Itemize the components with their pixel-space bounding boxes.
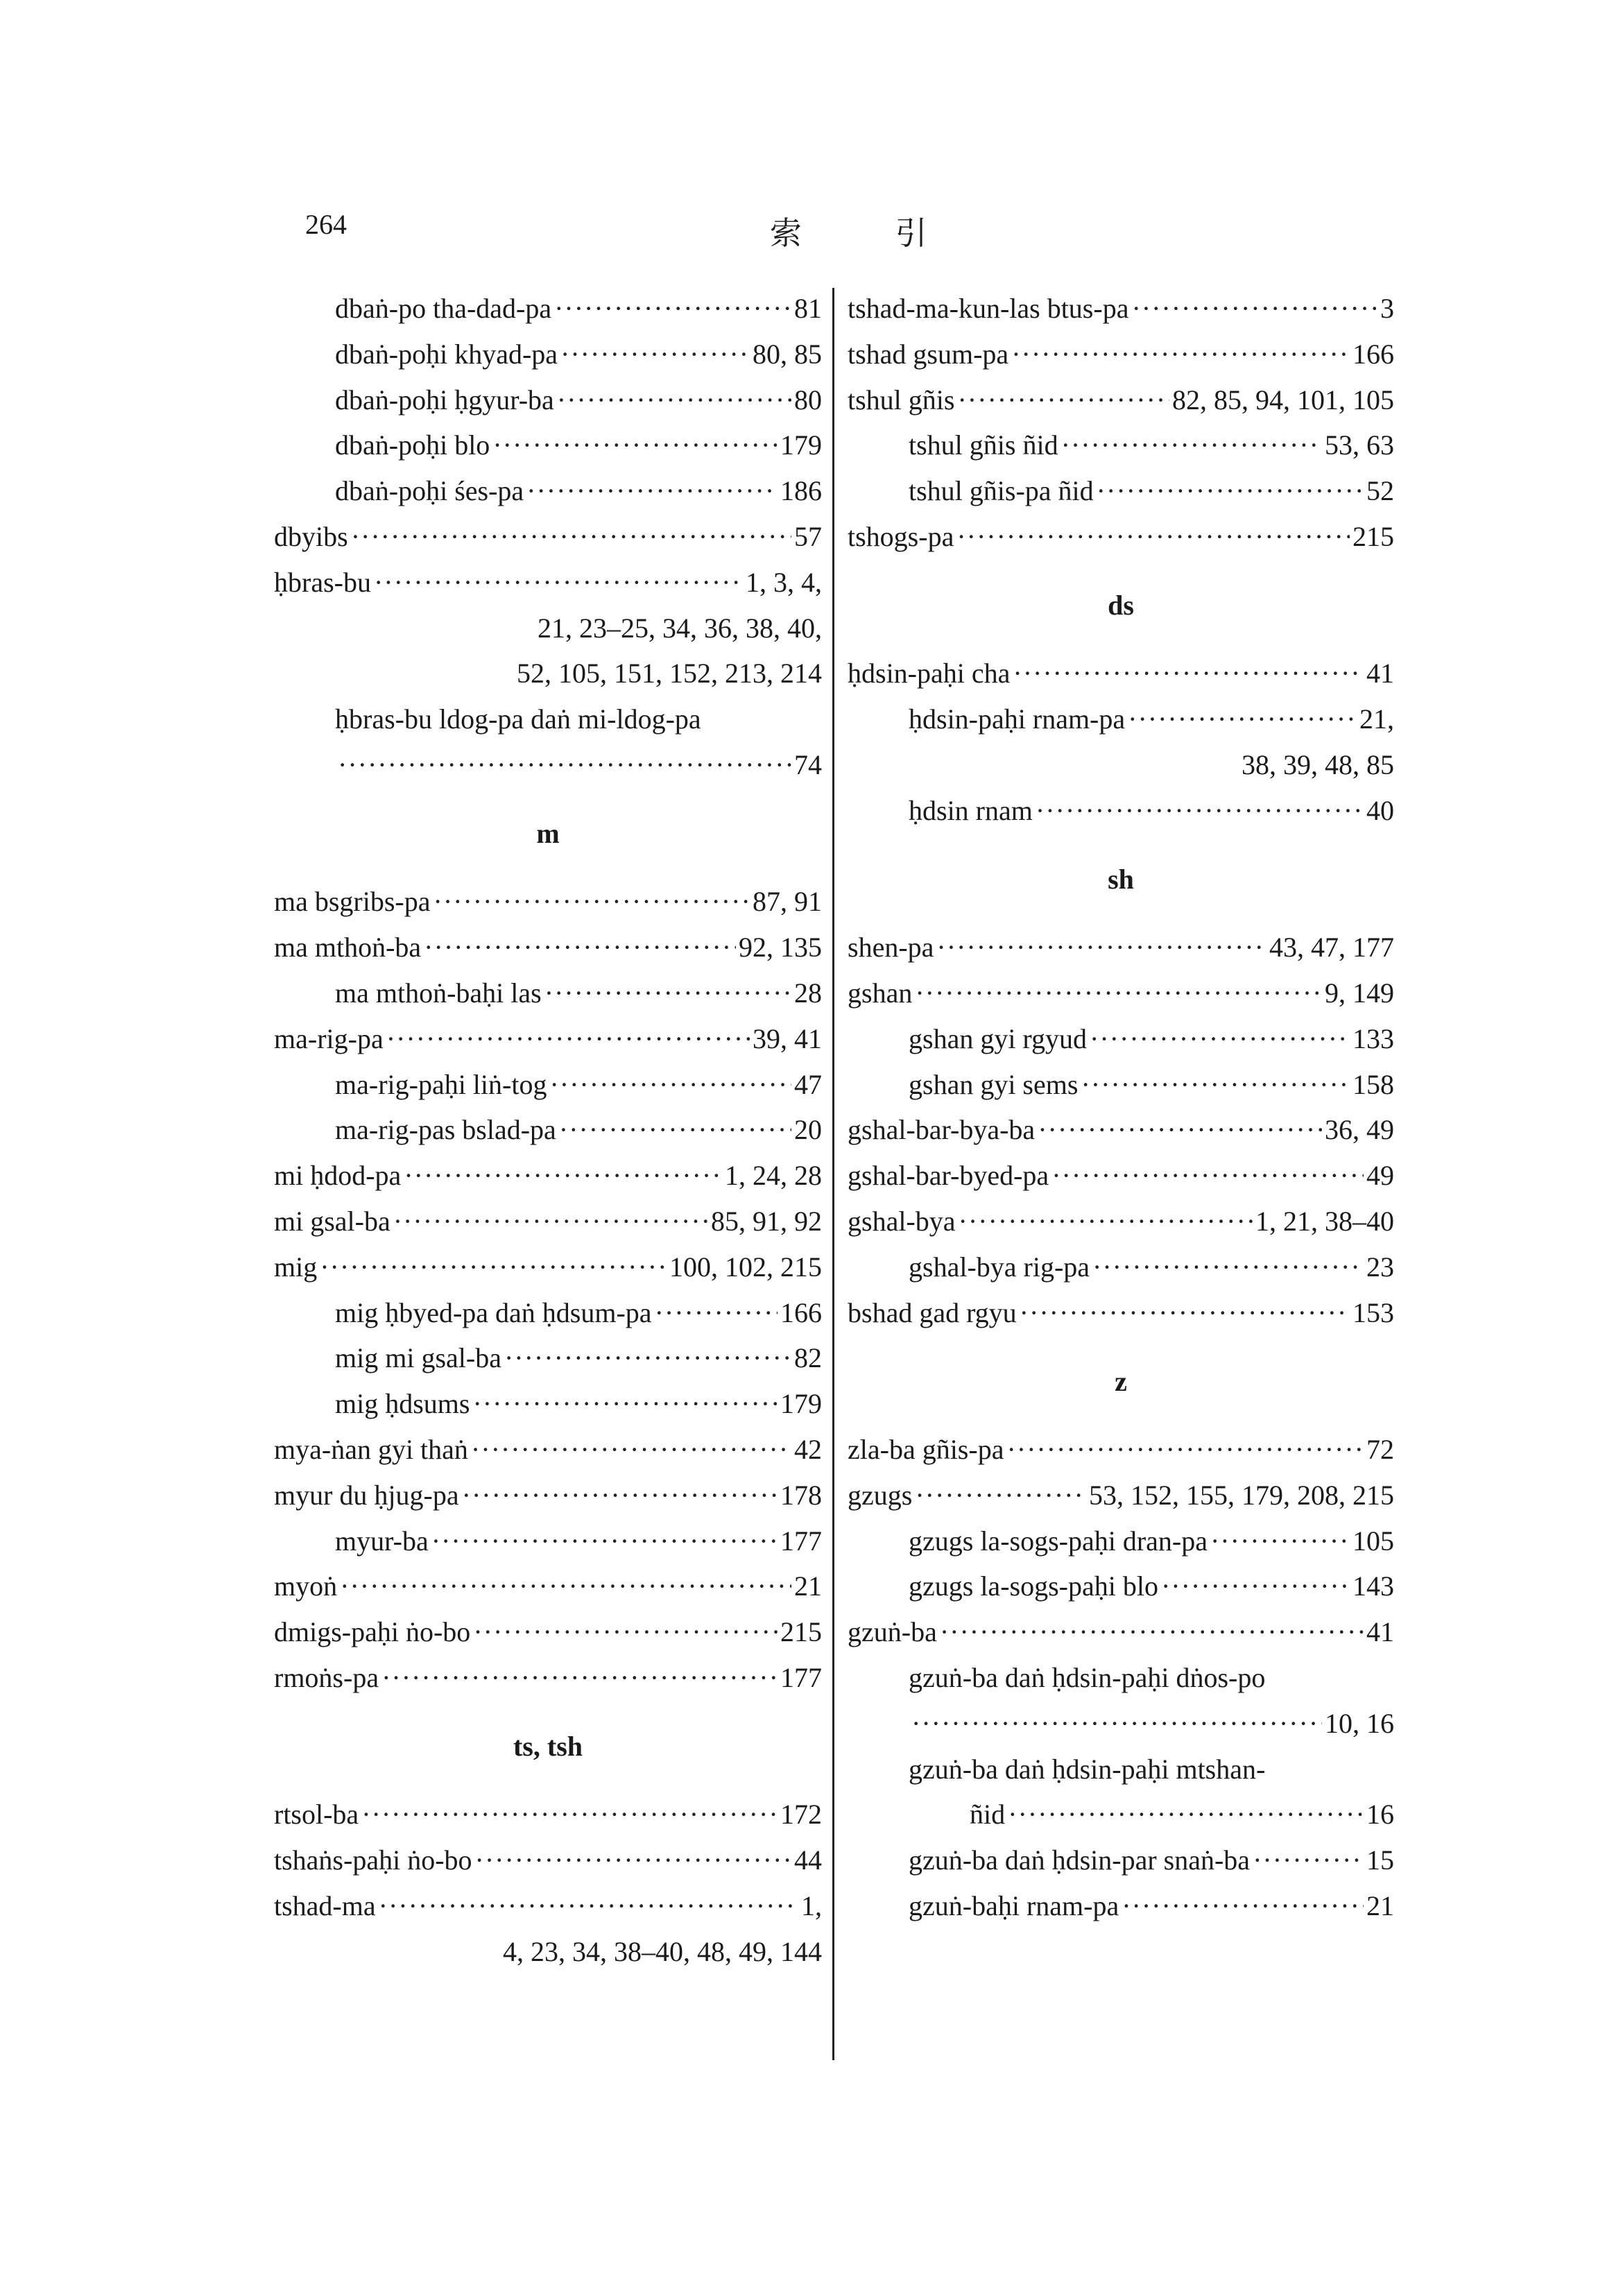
dot-leader	[655, 1290, 778, 1336]
entry-pages: 15	[1366, 1844, 1394, 1876]
dot-leader	[433, 879, 750, 925]
entry-pages: 44	[794, 1844, 822, 1876]
entry-pages: 82, 85, 94, 101, 105	[1172, 384, 1394, 415]
section-heading: sh	[1108, 863, 1134, 895]
entry-term: myur du ḥjug-pa	[274, 1479, 459, 1511]
entry-term: ḥdsin rnam	[909, 794, 1033, 826]
index-entry	[274, 606, 822, 651]
continuation-pages: 52, 105, 151, 152, 213, 214	[517, 658, 822, 689]
index-entry	[274, 1792, 822, 1837]
dot-leader	[1038, 1107, 1322, 1153]
entry-pages: 143	[1352, 1570, 1394, 1602]
entry-pages: 172	[780, 1799, 822, 1831]
entry-term: gshan gyi rgyud	[909, 1022, 1088, 1054]
entry-pages: 1, 21, 38–40	[1255, 1205, 1394, 1237]
dot-leader	[959, 1199, 1253, 1244]
dot-leader	[351, 514, 791, 560]
dot-leader	[1008, 1792, 1364, 1837]
entry-term: mya-ṅan gyi thaṅ	[274, 1433, 468, 1465]
entry-pages: 186	[780, 475, 822, 507]
index-entry	[274, 1244, 822, 1290]
dot-leader	[1051, 1153, 1364, 1199]
entry-term: gzuṅ-ba daṅ ḥdsin-par snaṅ-ba	[909, 1844, 1251, 1876]
index-entry	[274, 332, 822, 377]
entry-pages: 100, 102, 215	[669, 1251, 822, 1283]
index-entry	[274, 1563, 822, 1609]
index-entry	[274, 422, 822, 468]
dot-leader	[557, 377, 791, 423]
entry-term: gshan	[848, 977, 913, 1009]
index-entry	[274, 696, 822, 742]
entry-term: ma bsgribs-pa	[274, 886, 431, 918]
entry-term: tshad-ma-kun-las btus-pa	[848, 293, 1129, 324]
dot-leader	[379, 1883, 798, 1929]
index-entry	[848, 1427, 1394, 1473]
dot-leader	[940, 1609, 1364, 1655]
entry-term: dbaṅ-poḥi blo	[335, 429, 490, 461]
entry-term: dbaṅ-poḥi śes-pa	[335, 475, 524, 507]
entry-pages: 92, 135	[739, 932, 822, 963]
index-entry	[848, 468, 1394, 514]
entry-term: gshal-bar-bya-ba	[848, 1114, 1036, 1146]
dot-leader	[1061, 422, 1322, 468]
dot-leader	[393, 1199, 708, 1244]
index-entry	[848, 696, 1394, 742]
dot-leader	[1210, 1518, 1350, 1564]
index-entry	[848, 1016, 1394, 1062]
index-entry	[274, 742, 822, 788]
entry-term: mig ḥdsums	[335, 1388, 470, 1420]
entry-pages: 82	[794, 1342, 822, 1374]
entry-pages: 41	[1366, 658, 1394, 689]
dot-leader	[915, 970, 1322, 1016]
index-entry	[848, 1153, 1394, 1199]
continuation-pages: 4, 23, 34, 38–40, 48, 49, 144	[503, 1935, 822, 1967]
dot-leader	[1122, 1883, 1364, 1929]
entry-pages: 1, 3, 4,	[746, 566, 822, 598]
dot-leader	[473, 1609, 778, 1655]
entry-pages: 179	[780, 1388, 822, 1420]
entry-term: dbaṅ-poḥi khyad-pa	[335, 338, 558, 370]
dot-leader	[475, 1837, 791, 1883]
entry-pages: 21,	[1359, 703, 1394, 735]
index-entry	[848, 742, 1394, 788]
dot-leader	[386, 1016, 750, 1062]
entry-term: rmoṅs-pa	[274, 1661, 379, 1693]
dot-leader	[338, 742, 791, 788]
running-head: 索 引	[770, 214, 969, 252]
dot-leader	[956, 514, 1350, 560]
index-entry	[274, 1883, 822, 1929]
dot-leader	[1253, 1837, 1364, 1883]
entry-term: gzugs la-sogs-paḥi blo	[909, 1570, 1158, 1602]
dot-leader	[1036, 788, 1364, 834]
index-entry	[848, 1609, 1394, 1655]
entry-term: ma-rig-pas bslad-pa	[335, 1114, 556, 1146]
index-entry	[274, 879, 822, 925]
entry-term: myur-ba	[335, 1525, 429, 1557]
entry-term: tshul gñis-pa ñid	[909, 475, 1094, 507]
dot-leader	[424, 925, 736, 970]
entry-pages: 43, 47, 177	[1269, 932, 1394, 963]
entry-term: tshad gsum-pa	[848, 338, 1009, 370]
index-entry	[848, 1518, 1394, 1564]
entry-term: tshogs-pa	[848, 520, 954, 552]
entry-term: dbaṅ-po tha-dad-pa	[335, 293, 552, 324]
dot-leader	[1090, 1016, 1350, 1062]
index-entry	[274, 1335, 822, 1381]
index-entry	[848, 1883, 1394, 1929]
entry-term: gshan gyi sems	[909, 1068, 1079, 1100]
entry-term: tshul gñis ñid	[909, 429, 1058, 461]
entry-pages: 177	[780, 1661, 822, 1693]
entry-term: ḥdsin-paḥi cha	[848, 658, 1011, 689]
entry-term: bshad gad rgyu	[848, 1296, 1017, 1328]
entry-pages: 10, 16	[1325, 1707, 1394, 1739]
index-entry	[274, 1381, 822, 1427]
index-entry	[848, 1107, 1394, 1153]
entry-pages: 49	[1366, 1160, 1394, 1192]
entry-pages: 3	[1380, 293, 1394, 324]
left-column	[274, 286, 822, 1974]
entry-term: gzugs la-sogs-paḥi dran-pa	[909, 1525, 1208, 1557]
entry-term: gzuṅ-baḥi rnam-pa	[909, 1890, 1119, 1921]
entry-term: zla-ba gñis-pa	[848, 1433, 1004, 1465]
index-entry	[274, 1473, 822, 1518]
entry-pages: 80	[794, 384, 822, 415]
entry-term: ma-rig-paḥi liṅ-tog	[335, 1068, 547, 1100]
index-entry	[848, 1563, 1394, 1609]
entry-pages: 74	[794, 748, 822, 780]
index-entry	[848, 1199, 1394, 1244]
entry-pages: 105	[1352, 1525, 1394, 1557]
index-entry	[848, 970, 1394, 1016]
dot-leader	[1011, 332, 1350, 377]
entry-term: gzugs	[848, 1479, 913, 1511]
column-divider	[832, 288, 834, 2060]
entry-pages: 23	[1366, 1251, 1394, 1283]
entry-pages: 39, 41	[753, 1022, 822, 1054]
entry-term: ma mthoṅ-ba	[274, 932, 422, 963]
dot-leader	[504, 1335, 791, 1381]
entry-term: ma mthoṅ-baḥi las	[335, 977, 542, 1009]
index-entry	[274, 1290, 822, 1336]
index-entry	[274, 1837, 822, 1883]
index-entry	[274, 1609, 822, 1655]
dot-leader	[381, 1655, 778, 1701]
entry-pages: 80, 85	[753, 338, 822, 370]
index-entry	[274, 1655, 822, 1701]
entry-pages: 166	[1352, 338, 1394, 370]
dot-leader	[554, 286, 791, 332]
index-entry	[848, 377, 1394, 423]
index-entry	[274, 1929, 822, 1975]
entry-pages: 158	[1352, 1068, 1394, 1100]
entry-term: dmigs-paḥi ṅo-bo	[274, 1616, 471, 1648]
entry-term: gzuṅ-ba daṅ ḥdsin-paḥi dṅos-po	[909, 1661, 1266, 1693]
index-entry	[848, 514, 1394, 560]
section-heading: ts, tsh	[513, 1731, 583, 1762]
index-entry	[274, 1107, 822, 1153]
entry-term: gzuṅ-ba daṅ ḥdsin-paḥi mtshan-	[909, 1753, 1266, 1785]
entry-pages: 87, 91	[753, 886, 822, 918]
entry-pages: 1, 24, 28	[725, 1160, 822, 1192]
entry-pages: 215	[1352, 520, 1394, 552]
entry-term: mig mi gsal-ba	[335, 1342, 501, 1374]
index-entry	[848, 1655, 1394, 1701]
dot-leader	[340, 1563, 791, 1609]
entry-pages: 21	[1366, 1890, 1394, 1921]
dot-leader	[472, 1381, 778, 1427]
index-entry	[274, 1199, 822, 1244]
dot-leader	[1006, 1427, 1364, 1473]
dot-leader	[1081, 1062, 1350, 1108]
dot-leader	[544, 970, 791, 1016]
index-entry	[274, 651, 822, 696]
entry-term: myoṅ	[274, 1570, 338, 1602]
entry-term: ḥbras-bu ldog-pa daṅ mi-ldog-pa	[335, 703, 701, 735]
entry-pages: 1,	[801, 1890, 822, 1921]
dot-leader	[526, 468, 778, 514]
entry-pages: 53, 152, 155, 179, 208, 215	[1089, 1479, 1394, 1511]
entry-pages: 36, 49	[1325, 1114, 1394, 1146]
entry-term: mi ḥdod-pa	[274, 1160, 402, 1192]
index-entry	[274, 1016, 822, 1062]
entry-pages: 153	[1352, 1296, 1394, 1328]
index-entry	[848, 1792, 1394, 1837]
entry-pages: 215	[780, 1616, 822, 1648]
entry-pages: 47	[794, 1068, 822, 1100]
entry-term: shen-pa	[848, 932, 934, 963]
page-number: 264	[305, 209, 347, 240]
dot-leader	[431, 1518, 778, 1564]
index-entry	[848, 1244, 1394, 1290]
index-entry	[274, 925, 822, 970]
entry-pages: 178	[780, 1479, 822, 1511]
entry-term: ḥbras-bu	[274, 566, 371, 598]
entry-term: gshal-bya rig-pa	[909, 1251, 1090, 1283]
entry-pages: 133	[1352, 1022, 1394, 1054]
index-entry	[274, 514, 822, 560]
entry-pages: 179	[780, 429, 822, 461]
dot-leader	[911, 1701, 1322, 1747]
entry-term: tshul gñis	[848, 384, 955, 415]
dot-leader	[320, 1244, 667, 1290]
index-entry	[848, 1290, 1394, 1336]
index-entry	[848, 1837, 1394, 1883]
entry-pages: 166	[780, 1296, 822, 1328]
entry-pages: 20	[794, 1114, 822, 1146]
dot-leader	[404, 1153, 722, 1199]
entry-pages: 57	[794, 520, 822, 552]
continuation-pages: 38, 39, 48, 85	[1242, 748, 1394, 780]
dot-leader	[462, 1473, 778, 1518]
dot-leader	[915, 1473, 1086, 1518]
dot-leader	[1097, 468, 1364, 514]
dot-leader	[361, 1792, 778, 1837]
index-entry	[848, 1473, 1394, 1518]
dot-leader	[1161, 1563, 1350, 1609]
index-entry	[848, 788, 1394, 834]
index-entry	[274, 1062, 822, 1108]
entry-pages: 72	[1366, 1433, 1394, 1465]
index-entry	[848, 651, 1394, 696]
entry-term: ḥdsin-paḥi rnam-pa	[909, 703, 1126, 735]
entry-term: tshad-ma	[274, 1890, 376, 1921]
continuation-pages: 21, 23–25, 34, 36, 38, 40,	[538, 612, 822, 644]
dot-leader	[374, 560, 743, 606]
entry-term: dbyibs	[274, 520, 348, 552]
entry-pages: 28	[794, 977, 822, 1009]
entry-pages: 53, 63	[1325, 429, 1394, 461]
index-entry	[848, 1062, 1394, 1108]
dot-leader	[471, 1427, 791, 1473]
index-entry	[848, 1701, 1394, 1747]
index-entry	[274, 1153, 822, 1199]
section-heading: ds	[1108, 590, 1134, 622]
entry-term: gshal-bar-byed-pa	[848, 1160, 1049, 1192]
dot-leader	[560, 332, 750, 377]
entry-pages: 16	[1366, 1799, 1394, 1831]
entry-term: mig ḥbyed-pa daṅ ḥdsum-pa	[335, 1296, 652, 1328]
entry-pages: 81	[794, 293, 822, 324]
entry-pages: 41	[1366, 1616, 1394, 1648]
index-entry	[848, 422, 1394, 468]
entry-pages: 85, 91, 92	[711, 1205, 822, 1237]
entry-pages: 177	[780, 1525, 822, 1557]
index-entry	[274, 560, 822, 606]
dot-leader	[1128, 696, 1357, 742]
index-entry	[274, 286, 822, 332]
entry-pages: 21	[794, 1570, 822, 1602]
entry-term: mi gsal-ba	[274, 1205, 390, 1237]
index-entry	[274, 377, 822, 423]
index-entry	[274, 1518, 822, 1564]
index-entry	[848, 1747, 1394, 1792]
entry-term: ma-rig-pa	[274, 1022, 384, 1054]
index-entry	[274, 468, 822, 514]
entry-pages: 42	[794, 1433, 822, 1465]
index-entry	[274, 1427, 822, 1473]
dot-leader	[1013, 651, 1364, 696]
dot-leader	[1092, 1244, 1364, 1290]
entry-term: mig	[274, 1251, 318, 1283]
section-heading: m	[536, 818, 560, 850]
entry-term: ñid	[970, 1799, 1006, 1831]
entry-term: tshaṅs-paḥi ṅo-bo	[274, 1844, 472, 1876]
dot-leader	[936, 925, 1266, 970]
dot-leader	[957, 377, 1169, 423]
entry-term: rtsol-ba	[274, 1799, 359, 1831]
dot-leader	[492, 422, 778, 468]
entry-pages: 9, 149	[1325, 977, 1394, 1009]
dot-leader	[1131, 286, 1377, 332]
dot-leader	[1020, 1290, 1350, 1336]
section-heading: z	[1115, 1365, 1127, 1397]
index-entry	[274, 970, 822, 1016]
entry-pages: 52	[1366, 475, 1394, 507]
index-entry	[848, 925, 1394, 970]
entry-term: gshal-bya	[848, 1205, 956, 1237]
dot-leader	[549, 1062, 791, 1108]
entry-pages: 40	[1366, 794, 1394, 826]
right-column	[848, 286, 1394, 1929]
index-entry	[848, 332, 1394, 377]
index-entry	[848, 286, 1394, 332]
entry-term: gzuṅ-ba	[848, 1616, 937, 1648]
dot-leader	[559, 1107, 791, 1153]
entry-term: dbaṅ-poḥi ḥgyur-ba	[335, 384, 554, 415]
